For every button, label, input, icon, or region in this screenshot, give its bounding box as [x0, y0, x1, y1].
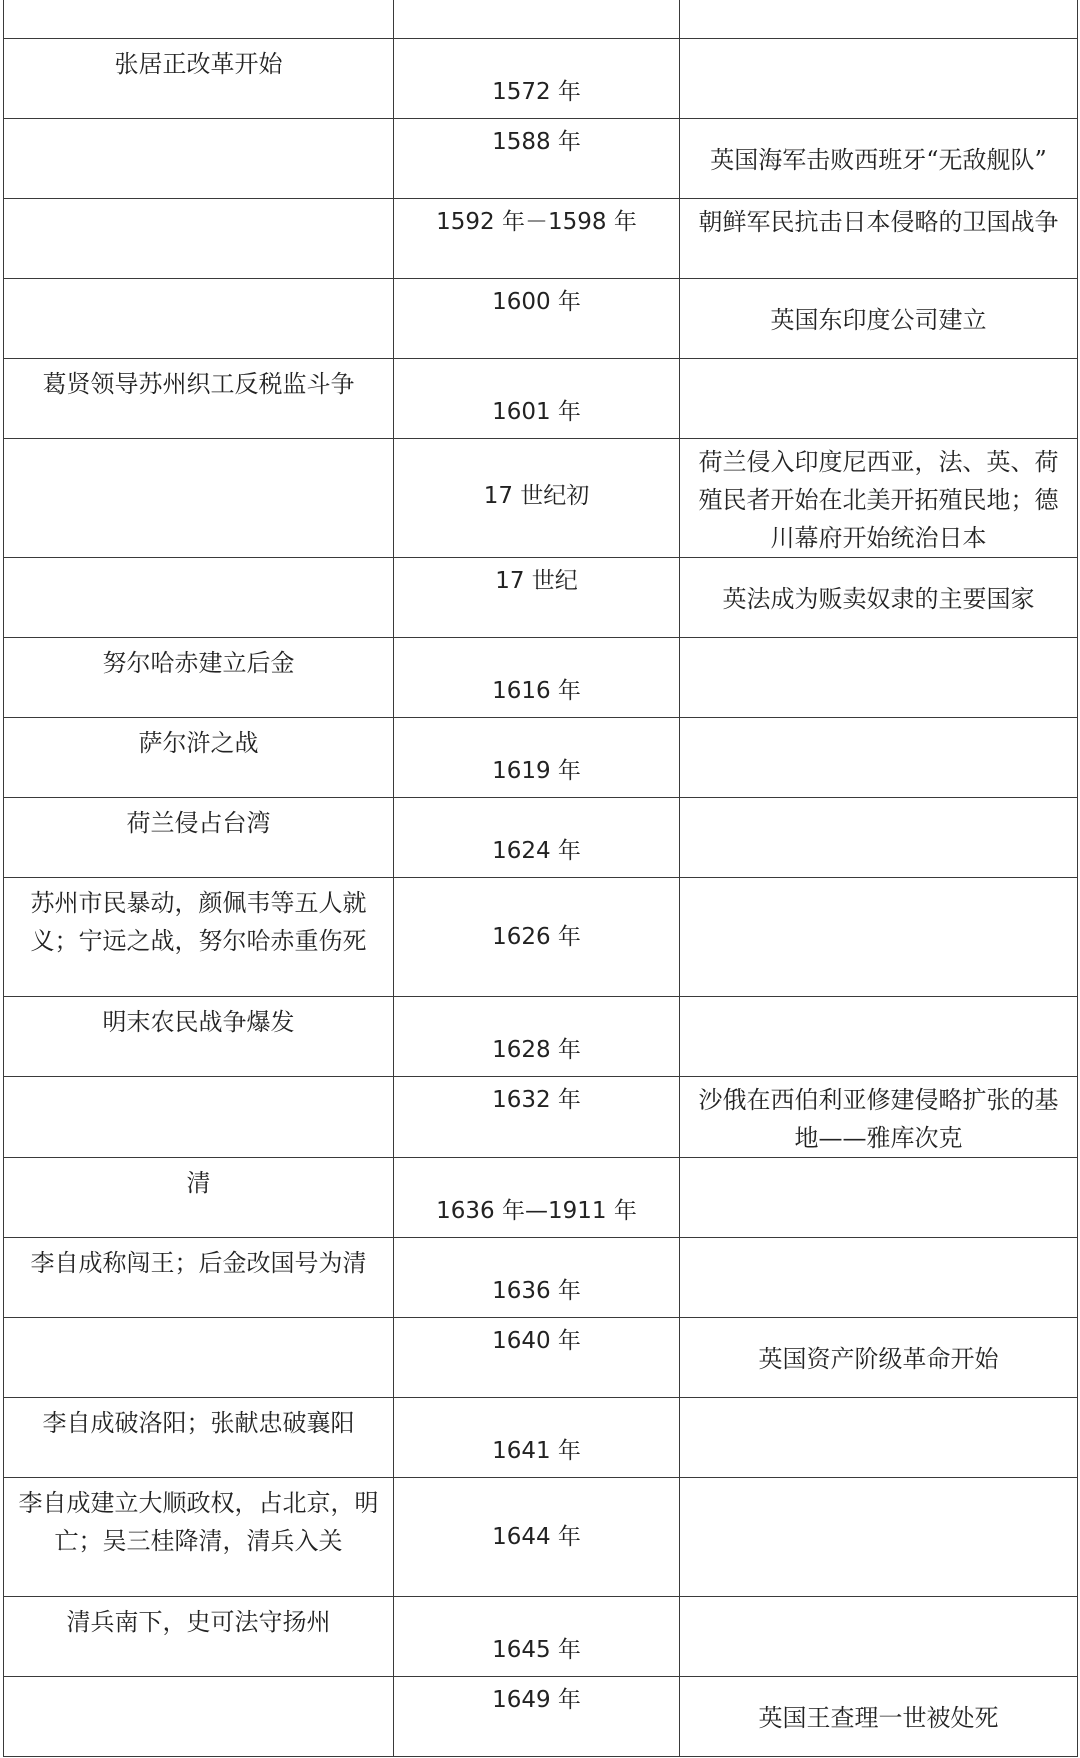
table-row: [4, 718, 1078, 798]
china-event-cell: [4, 1597, 394, 1677]
table-row: [4, 39, 1078, 119]
world-event-text: 朝鲜军民抗击日本侵略的卫国战争: [698, 208, 1059, 236]
china-event-text: [4, 1077, 393, 1083]
table-row: [4, 997, 1078, 1077]
world-event-cell: [680, 798, 1078, 878]
world-event-text: 英法成为贩卖奴隶的主要国家: [722, 585, 1035, 613]
world-event-cell: [680, 1077, 1078, 1158]
year-cell: [394, 199, 680, 279]
world-event-text: [680, 1158, 1077, 1162]
world-event-text: [680, 997, 1077, 1001]
year-cell: [394, 997, 680, 1077]
year-cell: [394, 39, 680, 119]
world-event-text: [680, 1238, 1077, 1242]
year-cell: [394, 439, 680, 558]
year-cell: [394, 279, 680, 359]
year-text: 1588 年: [492, 129, 581, 155]
china-event-cell: [4, 0, 394, 39]
world-event-text: [680, 878, 1077, 882]
year-text: 1616 年: [492, 678, 581, 704]
china-event-cell: [4, 1677, 394, 1757]
world-event-cell: [680, 1677, 1078, 1757]
china-event-cell: [4, 997, 394, 1077]
year-text: 1628 年: [492, 1037, 581, 1063]
world-event-cell: [680, 638, 1078, 718]
world-event-text: 英国东印度公司建立: [770, 306, 987, 334]
year-text: 1624 年: [492, 838, 581, 864]
year-text: 17 世纪: [495, 568, 578, 594]
china-event-cell: [4, 279, 394, 359]
china-event-cell: [4, 798, 394, 878]
year-cell: [394, 1318, 680, 1398]
world-event-text: [680, 39, 1077, 43]
china-event-cell: [4, 1398, 394, 1478]
year-cell: [394, 1158, 680, 1238]
china-event-cell: [4, 1077, 394, 1158]
year-text: 1572 年: [492, 79, 581, 105]
china-event-cell: [4, 39, 394, 119]
china-event-text: 努尔哈赤建立后金: [102, 649, 295, 677]
china-event-text: 荷兰侵占台湾: [126, 809, 271, 837]
year-cell: [394, 1398, 680, 1478]
table-row: [4, 1398, 1078, 1478]
year-text: 1640 年: [492, 1328, 581, 1354]
world-event-cell: [680, 279, 1078, 359]
year-text: 1644 年: [492, 1524, 581, 1550]
world-event-text: 英国王查理一世被处死: [758, 1704, 999, 1732]
china-event-text: 李自成称闯王；后金改国号为清: [30, 1249, 367, 1277]
world-event-cell: [680, 1318, 1078, 1398]
china-event-cell: [4, 1478, 394, 1597]
china-event-text: [4, 558, 393, 564]
year-cell: [394, 878, 680, 997]
china-event-text: 葛贤领导苏州织工反税监斗争: [42, 370, 355, 398]
world-event-text: [680, 1478, 1077, 1482]
year-text: 1636 年—1911 年: [436, 1198, 637, 1224]
table-row: [4, 1478, 1078, 1597]
world-event-text: 英国资产阶级革命开始: [758, 1345, 999, 1373]
world-event-text: 荷兰侵入印度尼西亚，法、英、荷殖民者开始在北美开拓殖民地；德川幕府开始统治日本: [698, 448, 1059, 552]
china-event-text: 李自成建立大顺政权，占北京，明亡；吴三桂降清，清兵入关: [18, 1489, 379, 1555]
china-event-text: 明末农民战争爆发: [102, 1008, 295, 1036]
china-event-cell: [4, 359, 394, 439]
china-event-cell: [4, 119, 394, 199]
china-event-text: 清: [186, 1169, 211, 1197]
china-event-text: [4, 1318, 393, 1324]
year-text: 1626 年: [492, 924, 581, 950]
world-event-cell: [680, 1158, 1078, 1238]
table-row: [4, 558, 1078, 638]
china-event-cell: [4, 718, 394, 798]
china-event-cell: [4, 1158, 394, 1238]
world-event-cell: [680, 997, 1078, 1077]
year-cell: [394, 119, 680, 199]
china-event-text: 萨尔浒之战: [138, 729, 259, 757]
world-event-text: [680, 798, 1077, 802]
table-row: [4, 199, 1078, 279]
world-event-cell: [680, 1238, 1078, 1318]
table-row: [4, 439, 1078, 558]
world-event-cell: [680, 359, 1078, 439]
china-event-text: [4, 279, 393, 285]
table-row: [4, 1158, 1078, 1238]
china-event-cell: [4, 1318, 394, 1398]
year-cell: [394, 1597, 680, 1677]
china-event-text: [4, 199, 393, 205]
world-event-text: [680, 1597, 1077, 1601]
year-text: 1636 年: [492, 1278, 581, 1304]
year-cell: [394, 1077, 680, 1158]
china-event-text: [4, 439, 393, 445]
world-event-cell: [680, 119, 1078, 199]
china-event-text: 苏州市民暴动，颜佩韦等五人就义；宁远之战，努尔哈赤重伤死: [30, 889, 367, 955]
table-row: [4, 878, 1078, 997]
year-cell: [394, 1677, 680, 1757]
year-cell: [394, 1238, 680, 1318]
china-event-cell: [4, 558, 394, 638]
year-cell: [394, 1478, 680, 1597]
china-event-text: 清兵南下，史可法守扬州: [66, 1608, 331, 1636]
china-event-cell: [4, 1238, 394, 1318]
table-row: [4, 119, 1078, 199]
year-cell: [394, 558, 680, 638]
china-event-text: [4, 0, 393, 1]
year-text: 1632 年: [492, 1087, 581, 1113]
table-row: [4, 359, 1078, 439]
world-event-cell: [680, 558, 1078, 638]
world-event-text: [680, 638, 1077, 642]
world-event-cell: [680, 1478, 1078, 1597]
china-event-cell: [4, 199, 394, 279]
world-event-cell: [680, 0, 1078, 39]
world-event-cell: [680, 878, 1078, 997]
year-cell: [394, 718, 680, 798]
table-row: [4, 0, 1078, 39]
year-text: 1619 年: [492, 758, 581, 784]
china-event-text: 李自成破洛阳；张献忠破襄阳: [42, 1409, 355, 1437]
world-event-text: [680, 1398, 1077, 1402]
year-text: 1641 年: [492, 1438, 581, 1464]
year-text: 1592 年－1598 年: [436, 209, 637, 235]
world-event-cell: [680, 1398, 1078, 1478]
year-text: 1600 年: [492, 289, 581, 315]
year-text: 17 世纪初: [483, 483, 590, 509]
world-event-text: 英国海军击败西班牙“无敌舰队”: [710, 146, 1047, 174]
table-row: [4, 279, 1078, 359]
world-event-cell: [680, 39, 1078, 119]
year-cell: [394, 638, 680, 718]
world-event-text: [680, 359, 1077, 363]
year-text: 1649 年: [492, 1687, 581, 1713]
china-event-text: 张居正改革开始: [114, 50, 283, 78]
table-row: [4, 798, 1078, 878]
world-event-text: [680, 718, 1077, 722]
world-event-text: 沙俄在西伯利亚修建侵略扩张的基地——雅库次克: [698, 1086, 1059, 1152]
world-event-cell: [680, 199, 1078, 279]
china-event-text: [4, 1677, 393, 1683]
table-row: [4, 638, 1078, 718]
year-cell: [394, 359, 680, 439]
table-row: [4, 1597, 1078, 1677]
world-event-cell: [680, 439, 1078, 558]
china-event-cell: [4, 638, 394, 718]
year-text: 1645 年: [492, 1637, 581, 1663]
year-cell: [394, 0, 680, 39]
table-row: [4, 1318, 1078, 1398]
china-event-text: [4, 119, 393, 125]
world-event-cell: [680, 718, 1078, 798]
year-text: 1601 年: [492, 399, 581, 425]
china-event-cell: [4, 439, 394, 558]
table-row: [4, 1238, 1078, 1318]
table-row: [4, 1077, 1078, 1158]
china-event-cell: [4, 878, 394, 997]
chronology-table: [3, 0, 1078, 1757]
world-event-cell: [680, 1597, 1078, 1677]
table-row: [4, 1677, 1078, 1757]
year-cell: [394, 798, 680, 878]
